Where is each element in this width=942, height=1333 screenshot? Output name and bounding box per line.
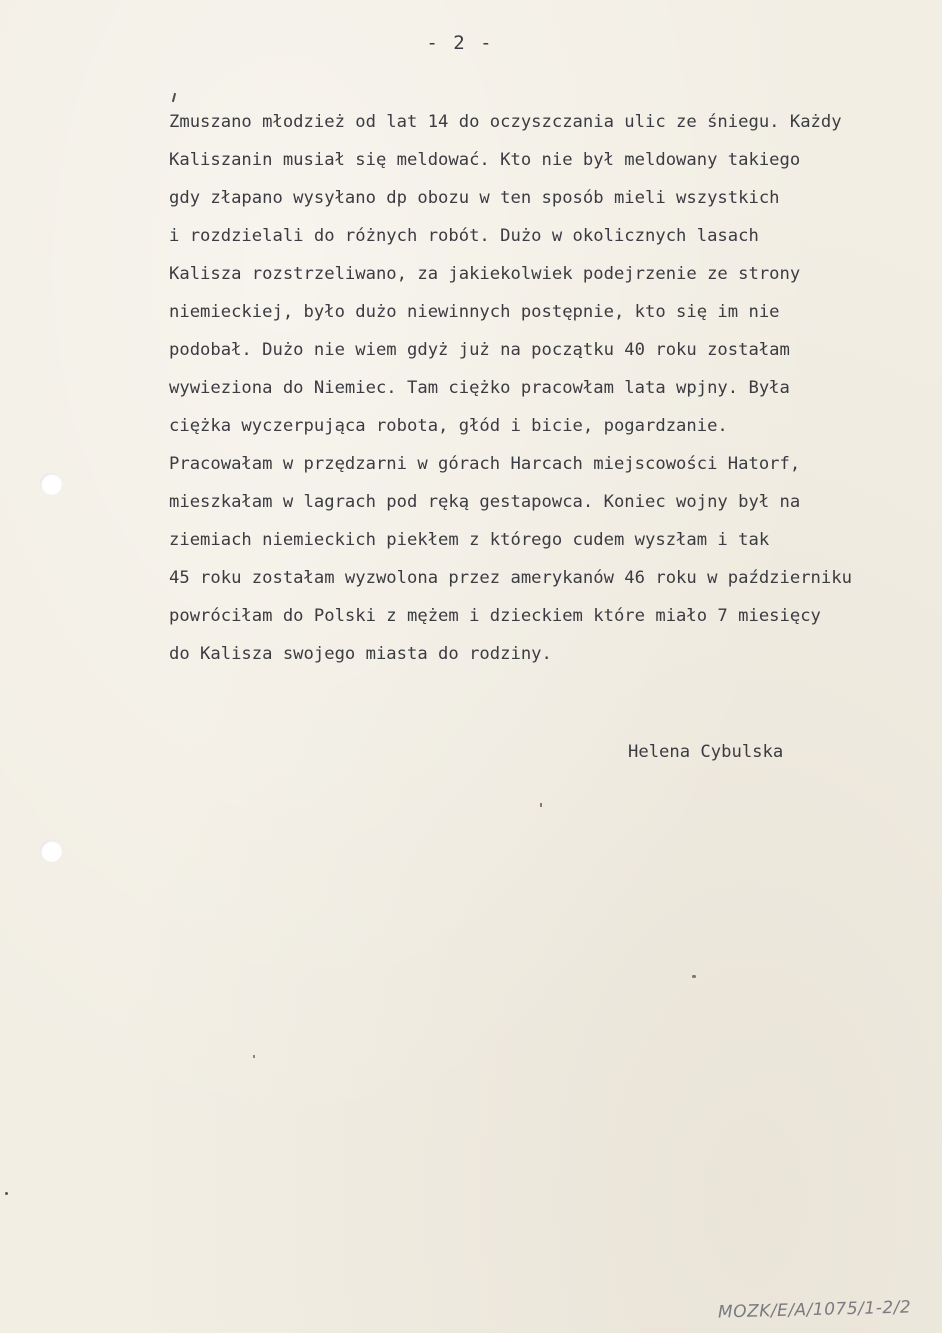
text-line: ciężka wyczerpująca robota, głód i bicie, pogardzanie. [169,416,728,436]
text-line: 45 roku zostałam wyzwolona przez amerykanów 46 roku w październiku [169,568,852,588]
text-line: powróciłam do Polski z mężem i dzieckiem które miało 7 miesięcy [169,606,821,626]
text-line: wywieziona do Niemiec. Tam ciężko pracowłam lata wpjny. Była [169,378,790,398]
text-line: Pracowałam w przędzarni w górach Harcach miejscowości Hatorf, [169,454,801,474]
text-line: Kaliszanin musiał się meldować. Kto nie był meldowany takiego [169,150,801,170]
punch-hole [40,840,62,862]
ink-mark [172,93,176,102]
text-line: mieszkałam w lagrach pod ręką gestapowca. Koniec wojny był na [169,492,801,512]
text-line: Zmuszano młodzież od lat 14 do oczyszczania ulic ze śniegu. Każdy [169,112,842,132]
text-line: Kalisza rozstrzeliwano, za jakiekolwiek podejrzenie ze strony [169,264,801,284]
text-line: gdy złapano wysyłano dp obozu w ten sposób mieli wszystkich [169,188,780,208]
archive-reference: MOZK/E/A/1075/1-2/2 [717,1297,912,1323]
page-number: - 2 - [426,32,494,54]
body-paragraph [169,108,939,678]
ink-speck [540,803,542,807]
ink-speck [253,1055,255,1058]
text-line: i rozdzielali do różnych robót. Dużo w okolicznych lasach [169,226,759,246]
punch-hole [40,473,62,495]
ink-speck [692,975,696,978]
ink-speck [5,1192,8,1195]
text-line: niemieckiej, było dużo niewinnych postępnie, kto się im nie [169,302,780,322]
signature: Helena Cybulska [628,742,784,762]
text-line: do Kalisza swojego miasta do rodziny. [169,644,552,664]
text-line: podobał. Dużo nie wiem gdyż już na początku 40 roku zostałam [169,340,790,360]
text-line: ziemiach niemieckich piekłem z którego cudem wyszłam i tak [169,530,770,550]
